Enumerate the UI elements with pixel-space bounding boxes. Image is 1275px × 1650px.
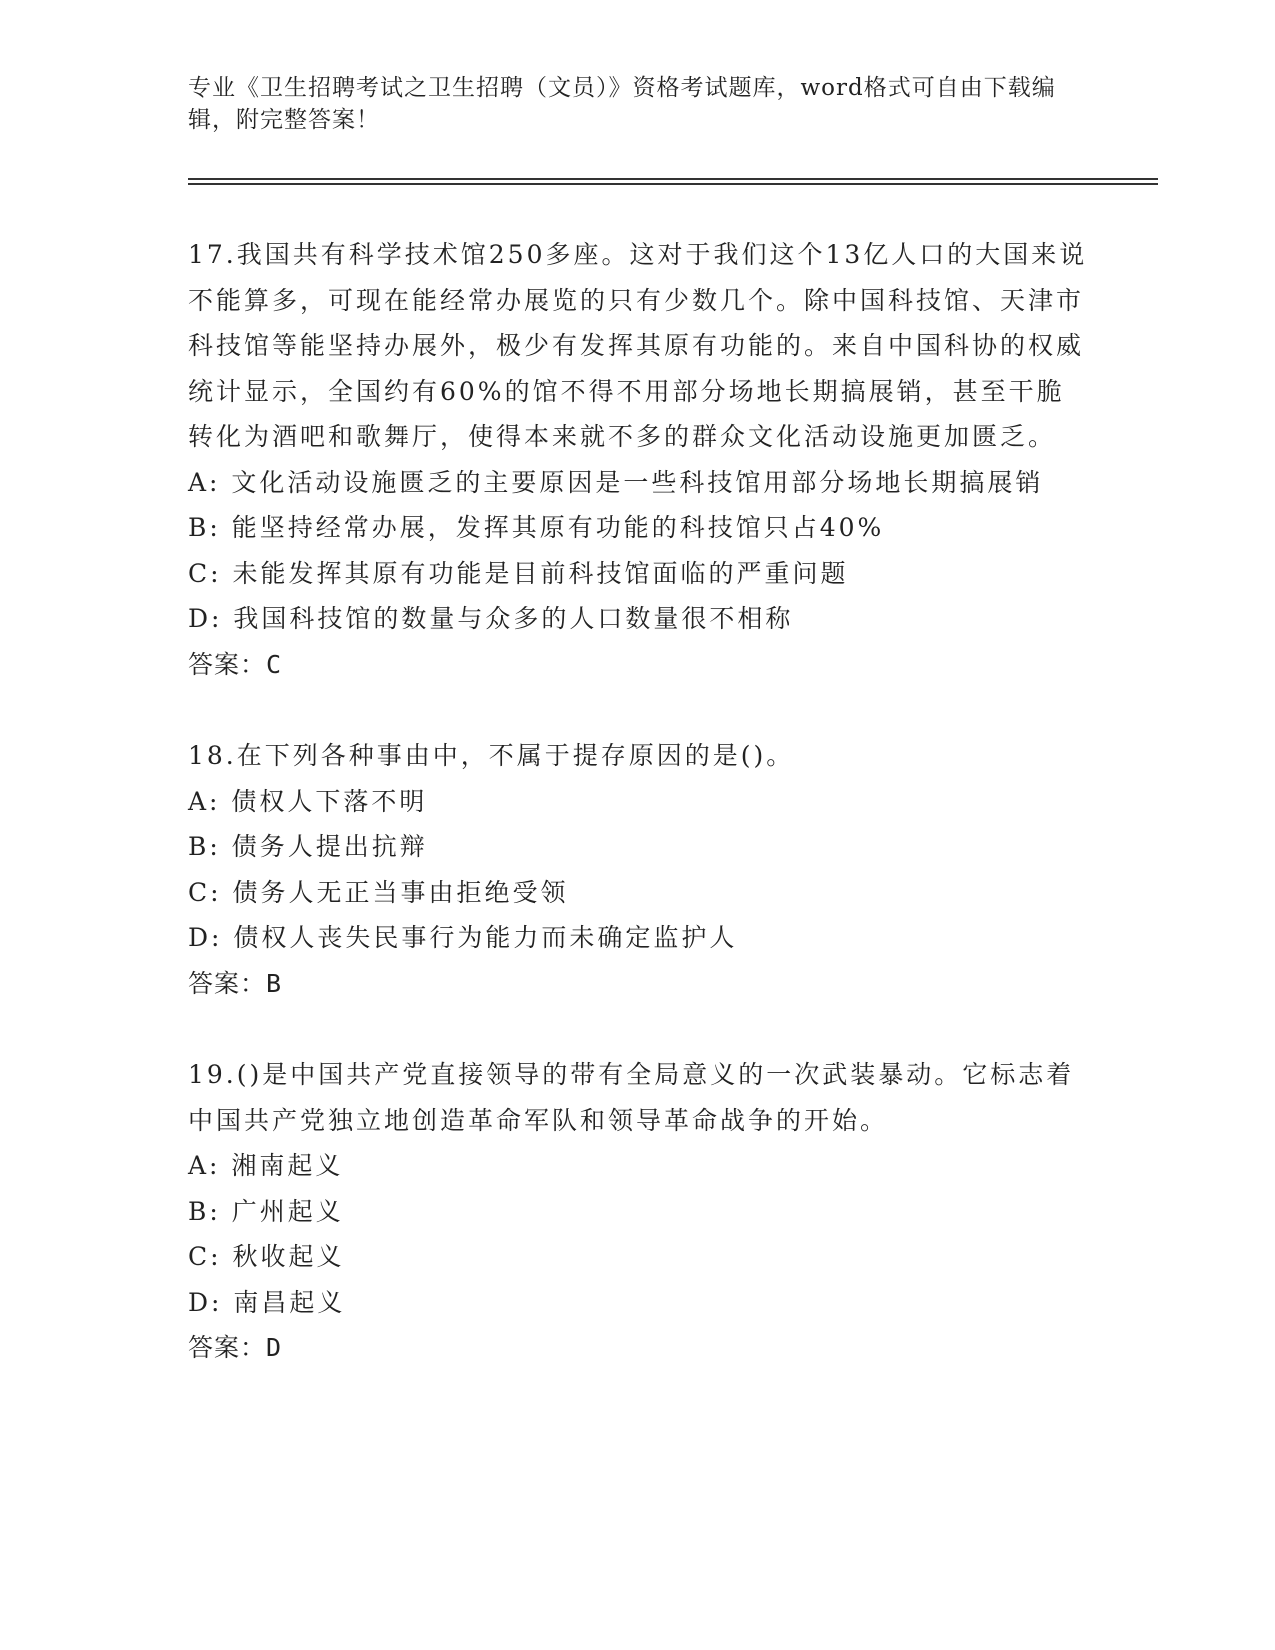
document-header: 专业《卫生招聘考试之卫生招聘（文员）》资格考试题库，word格式可自由下载编辑，附完整答案！ xyxy=(188,75,1056,133)
question-spacer xyxy=(188,1006,1088,1052)
question-19 xyxy=(188,1052,1088,1371)
option-a: A: 债权人下落不明 xyxy=(188,786,428,816)
option-c: C: 未能发挥其原有功能是目前科技馆面临的严重问题 xyxy=(188,558,849,588)
question-spacer xyxy=(188,687,1088,733)
question-17 xyxy=(188,232,1088,687)
answer-line: 答案：D xyxy=(188,1333,283,1362)
option-c: C: 秋收起义 xyxy=(188,1242,345,1271)
answer-line: 答案：B xyxy=(188,968,283,998)
question-stem: 18.在下列各种事由中，不属于提存原因的是()。 xyxy=(188,741,795,770)
option-b: B: 广州起义 xyxy=(188,1196,344,1226)
option-d: D: 我国科技馆的数量与众多的人口数量很不相称 xyxy=(188,604,794,633)
option-b: B: 能坚持经常办展，发挥其原有功能的科技馆只占40% xyxy=(188,513,885,542)
option-c: C: 债务人无正当事由拒绝受领 xyxy=(188,877,569,907)
header-divider-top xyxy=(188,178,1158,180)
question-18 xyxy=(188,733,1088,1006)
option-d: D: 南昌起义 xyxy=(188,1287,346,1317)
header-divider-bottom xyxy=(188,183,1158,185)
answer-line: 答案：C xyxy=(188,649,283,679)
option-a: A: 湘南起义 xyxy=(188,1151,344,1180)
question-stem: 17.我国共有科学技术馆250多座。这对于我们这个13亿人口的大国来说不能算多，可现在能经常办展览的只有少数几个。除中国科技馆、天津市科技馆等能坚持办展外，极少有发挥其原有功能的。来自中国科协的权威统计显示，全国约有60%的馆不得不用部分场地长期搞展销，甚至干脆转化为酒吧和歌舞厅，使得本来就不多的群众文化活动设施更加匮乏。 xyxy=(188,240,1088,451)
question-stem: 19.()是中国共产党直接领导的带有全局意义的一次武装暴动。它标志着中国共产党独立地创造革命军队和领导革命战争的开始。 xyxy=(188,1060,1075,1135)
question-list xyxy=(188,232,1088,1371)
option-b: B: 债务人提出抗辩 xyxy=(188,832,428,861)
option-a: A: 文化活动设施匮乏的主要原因是一些科技馆用部分场地长期搞展销 xyxy=(188,467,1044,497)
option-d: D: 债权人丧失民事行为能力而未确定监护人 xyxy=(188,923,738,952)
